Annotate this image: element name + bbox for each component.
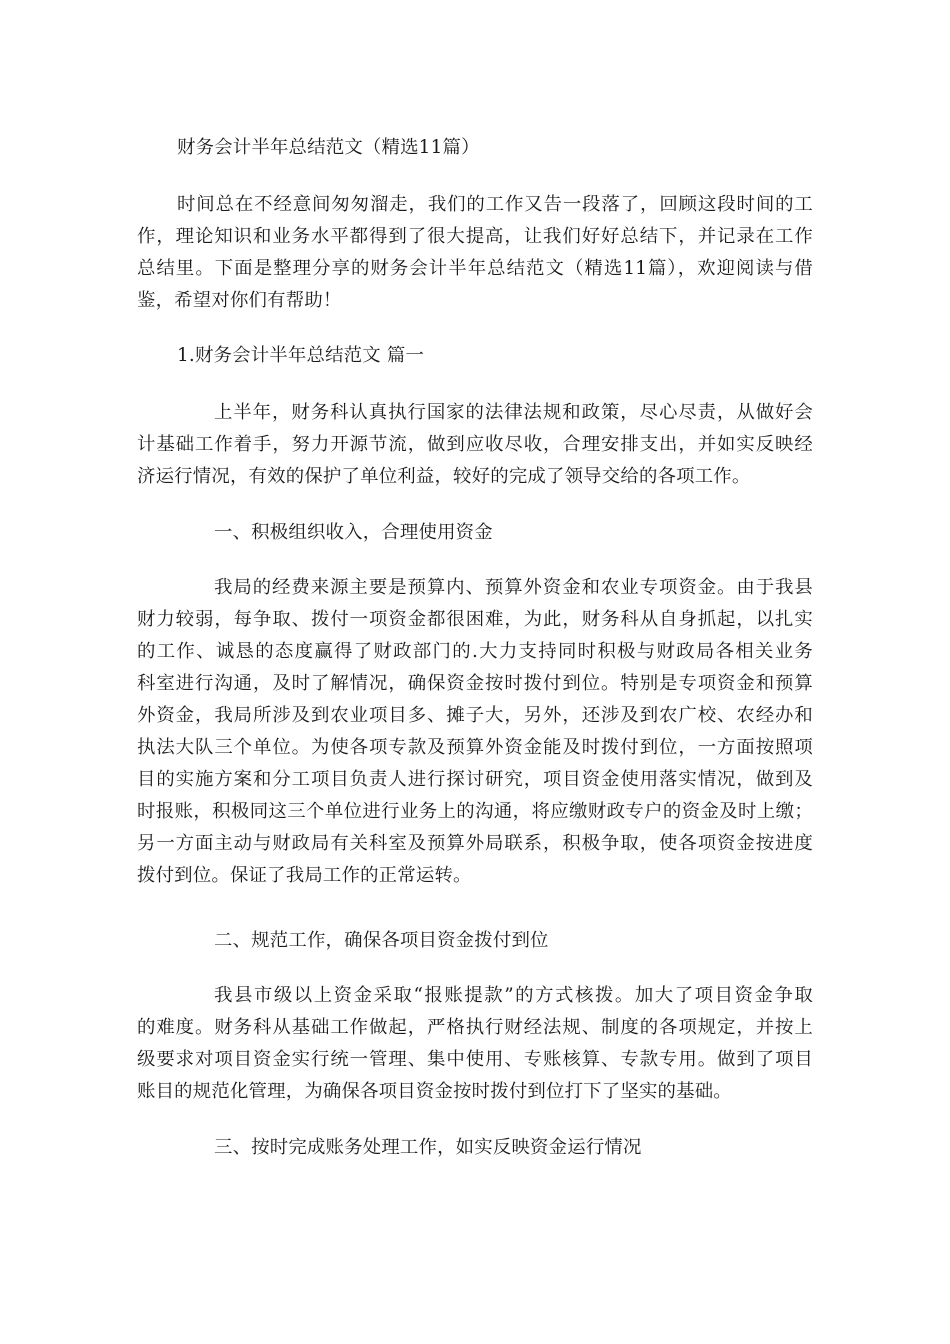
text-line: 外资金，我局所涉及到农业项目多、摊子大，另外，还涉及到农广校、农经办和 (137, 705, 813, 726)
text-line: 计基础工作着手，努力开源节流，做到应收尽收，合理安排支出，并如实反映经 (137, 434, 813, 455)
text-line: 鉴，希望对你们有帮助！ (137, 290, 342, 311)
text-line: 拨付到位。保证了我局工作的正常运转。 (137, 865, 472, 886)
text-line: 上半年，财务科认真执行国家的法律法规和政策，尽心尽责，从做好会 (214, 402, 813, 423)
text-line: 目的实施方案和分工项目负责人进行探讨研究，项目资金使用落实情况，做到及 (137, 769, 813, 790)
section-heading: 1.财务会计半年总结范文 篇一 (177, 345, 425, 366)
text-line: 执法大队三个单位。为使各项专款及预算外资金能及时拨付到位，一方面按照项 (137, 737, 813, 758)
text-line: 作，理论知识和业务水平都得到了很大提高，让我们好好总结下，并记录在工作 (137, 226, 813, 247)
text-line: 的难度。财务科从基础工作做起，严格执行财经法规、制度的各项规定，并按上 (137, 1017, 813, 1038)
text-line: 时间总在不经意间匆匆溜走，我们的工作又告一段落了，回顾这段时间的工 (177, 194, 813, 215)
text-line: 级要求对项目资金实行统一管理、集中使用、专账核算、专款专用。做到了项目 (137, 1049, 813, 1070)
text-line: 时报账，积极同这三个单位进行业务上的沟通，将应缴财政专户的资金及时上缴； (137, 801, 813, 822)
document-title: 财务会计半年总结范文（精选11篇） (177, 137, 480, 158)
text-line: 我局的经费来源主要是预算内、预算外资金和农业专项资金。由于我县 (214, 577, 813, 598)
text-line: 另一方面主动与财政局有关科室及预算外局联系，积极争取，使各项资金按进度 (137, 833, 813, 854)
text-line: 我县市级以上资金采取“报账提款”的方式核拨。加大了项目资金争取 (214, 985, 813, 1006)
subheading-3: 三、按时完成账务处理工作，如实反映资金运行情况 (214, 1137, 642, 1158)
subheading-2: 二、规范工作，确保各项目资金拨付到位 (214, 930, 549, 951)
text-line: 总结里。下面是整理分享的财务会计半年总结范文（精选11篇），欢迎阅读与借 (137, 258, 813, 279)
subheading-1: 一、积极组织收入，合理使用资金 (214, 522, 493, 543)
text-line: 科室进行沟通，及时了解情况，确保资金按时拨付到位。特别是专项资金和预算 (137, 673, 813, 694)
text-line: 济运行情况，有效的保护了单位利益，较好的完成了领导交给的各项工作。 (137, 466, 751, 487)
text-line: 账目的规范化管理，为确保各项目资金按时拨付到位打下了坚实的基础。 (137, 1081, 732, 1102)
text-line: 财力较弱，每争取、拨付一项资金都很困难，为此，财务科从自身抓起，以扎实 (137, 609, 813, 630)
text-line: 的工作、诚恳的态度赢得了财政部门的.大力支持同时积极与财政局各相关业务 (137, 641, 813, 662)
